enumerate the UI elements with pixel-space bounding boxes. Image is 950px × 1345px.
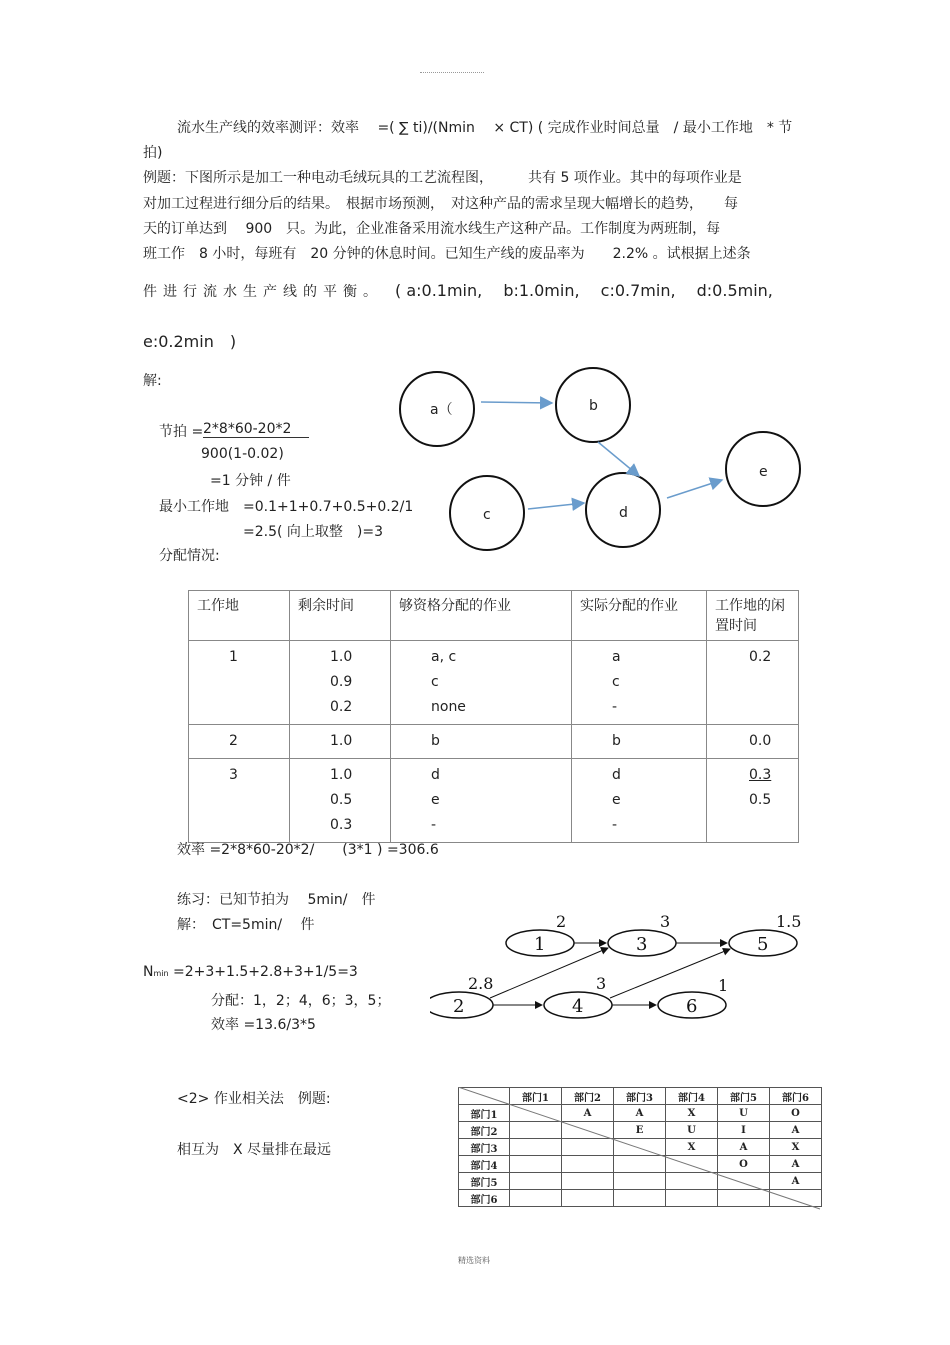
relation-note: 相互为 X 尽量排在最远 — [177, 1142, 332, 1158]
intro-line-4: 天的订单达到 900 只。为此，企业准备采用流水线生产这种产品。工作制度为两班制，每 — [143, 221, 721, 237]
min-workstations: 最小工作地 =0.1+1+0.7+0.5+0.2/1 — [159, 499, 414, 515]
efficiency-line: 效率 =2*8*60-20*2/ (3*1 ) =306.6 — [177, 842, 439, 858]
row-header: 部门5 — [459, 1173, 510, 1190]
assigned-cell: a c - — [572, 641, 707, 725]
matrix-cell: U — [666, 1122, 718, 1139]
col-header: 部门3 — [614, 1088, 666, 1105]
node-e-label: e — [759, 464, 768, 480]
header-rule — [420, 72, 484, 73]
col-header: 部门6 — [770, 1088, 822, 1105]
intro-line-5: 班工作 8 小时，每班有 20 分钟的休息时间。已知生产线的废品率为 2.2% 。试根据上述条 — [143, 246, 751, 262]
matrix-cell: O — [770, 1105, 822, 1122]
row-header: 部门2 — [459, 1122, 510, 1139]
matrix-cell: X — [666, 1105, 718, 1122]
header-workstation: 工作地 — [189, 591, 290, 641]
matrix-cell: X — [770, 1139, 822, 1156]
row-header: 部门6 — [459, 1190, 510, 1207]
min-workstations-result: =2.5( 向上取整 )=3 — [243, 524, 384, 540]
takt-result: =1 分钟 / 件 — [210, 473, 291, 489]
eligible-cell: a, c c none — [391, 641, 572, 725]
intro-line-6a: 件进行流水生产线的平衡。 — [143, 284, 383, 300]
matrix-cell: E — [614, 1122, 666, 1139]
arrow-a-b — [481, 402, 552, 403]
intro-line-1: 流水生产线的效率测评：效率 =( ∑ ti)/(Nmin × CT) ( 完成作业时间总量 / 最小工作地 * 节 — [177, 120, 793, 136]
matrix-cell: A — [562, 1105, 614, 1122]
exercise-diagram — [430, 905, 820, 1027]
solution-label: 解: — [143, 373, 162, 389]
remaining-cell: 1.0 — [290, 725, 391, 759]
col-header: 部门1 — [510, 1088, 562, 1105]
takt-label: 节拍 = — [159, 424, 204, 440]
intro-line-1b: 拍) — [143, 145, 163, 161]
header-idle: 工作地的闲置时间 — [707, 591, 799, 641]
arrow-d-e — [667, 480, 722, 498]
node-6-label: 6 — [686, 996, 698, 1017]
intro-line-2: 例题：下图所示是加工一种电动毛绒玩具的工艺流程图， 共有 5 项作业。其中的每项作业是 — [143, 170, 742, 186]
idle-cell: 0.3 0.5 — [707, 759, 799, 843]
precedence-diagram — [395, 360, 815, 560]
matrix-cell: A — [718, 1139, 770, 1156]
idle-cell: 0.0 — [707, 725, 799, 759]
eligible-cell: d e - — [391, 759, 572, 843]
intro-line-3: 对加工过程进行细分后的结果。 根据市场预测， 对这种产品的需求呈现大幅增长的趋势， 每 — [143, 196, 738, 212]
ws-cell: 1 — [189, 641, 290, 725]
matrix-cell: I — [718, 1122, 770, 1139]
node-a-label: a（ — [430, 402, 453, 418]
ws-cell: 2 — [189, 725, 290, 759]
table-row — [189, 725, 799, 759]
arrow-b-d — [598, 442, 639, 476]
exercise-ct: 解： CT=5min/ 件 — [177, 917, 315, 933]
takt-numerator: 2*8*60-20*2 — [203, 421, 309, 438]
ws-cell: 3 — [189, 759, 290, 843]
header-remaining: 剩余时间 — [290, 591, 391, 641]
node-2-label: 2 — [453, 996, 465, 1017]
allocation-table — [188, 590, 799, 843]
matrix-cell: A — [770, 1122, 822, 1139]
node-5-label: 5 — [757, 934, 769, 955]
allocation-label: 分配情况: — [159, 548, 220, 564]
node-d-label: d — [619, 505, 628, 521]
col-header: 部门2 — [562, 1088, 614, 1105]
idle-cell: 0.2 — [707, 641, 799, 725]
takt-denominator: 900(1-0.02) — [201, 446, 284, 462]
time-5: 1.5 — [776, 912, 802, 931]
node-3-label: 3 — [636, 934, 648, 955]
matrix-cell: X — [666, 1139, 718, 1156]
time-6: 1 — [718, 976, 729, 995]
arrow-c-d — [528, 503, 584, 509]
row-header: 部门4 — [459, 1156, 510, 1173]
col-header: 部门4 — [666, 1088, 718, 1105]
time-1: 2 — [556, 912, 567, 931]
intro-line-7: e:0.2min ) — [143, 332, 237, 351]
exercise-title: 练习：已知节拍为 5min/ 件 — [177, 892, 376, 908]
time-3: 3 — [660, 912, 671, 931]
header-assigned: 实际分配的作业 — [572, 591, 707, 641]
assigned-cell: d e - — [572, 759, 707, 843]
time-2: 2.8 — [468, 974, 494, 993]
exercise-assignment: 分配：1，2；4，6；3，5； — [211, 993, 391, 1009]
matrix-cell: A — [770, 1173, 822, 1190]
table-row — [189, 641, 799, 725]
assigned-cell: b — [572, 725, 707, 759]
eligible-cell: b — [391, 725, 572, 759]
remaining-cell: 1.0 0.9 0.2 — [290, 641, 391, 725]
node-4-label: 4 — [572, 996, 584, 1017]
row-header: 部门1 — [459, 1105, 510, 1122]
col-header: 部门5 — [718, 1088, 770, 1105]
node-b-label: b — [589, 398, 598, 414]
matrix-cell: A — [770, 1156, 822, 1173]
node-c-label: c — [483, 507, 491, 523]
arrow-4-5 — [610, 949, 730, 998]
page-footer: 精选资料 — [458, 1256, 490, 1265]
row-header: 部门3 — [459, 1139, 510, 1156]
matrix-cell: A — [614, 1105, 666, 1122]
remaining-cell: 1.0 0.5 0.3 — [290, 759, 391, 843]
matrix-cell: U — [718, 1105, 770, 1122]
exercise-efficiency: 效率 =13.6/3*5 — [211, 1017, 316, 1033]
time-4: 3 — [596, 974, 607, 993]
relation-title: <2> 作业相关法 例题: — [177, 1091, 331, 1107]
table-row — [189, 759, 799, 843]
matrix-cell: O — [718, 1156, 770, 1173]
node-1-label: 1 — [534, 934, 546, 955]
table-header-row — [189, 591, 799, 641]
exercise-nmin: Nmin =2+3+1.5+2.8+3+1/5=3 — [143, 964, 358, 980]
diagonal-line — [458, 1087, 822, 1211]
header-eligible: 够资格分配的作业 — [391, 591, 572, 641]
intro-line-6b: ( a:0.1min, b:1.0min, c:0.7min, d:0.5min, — [395, 281, 773, 300]
